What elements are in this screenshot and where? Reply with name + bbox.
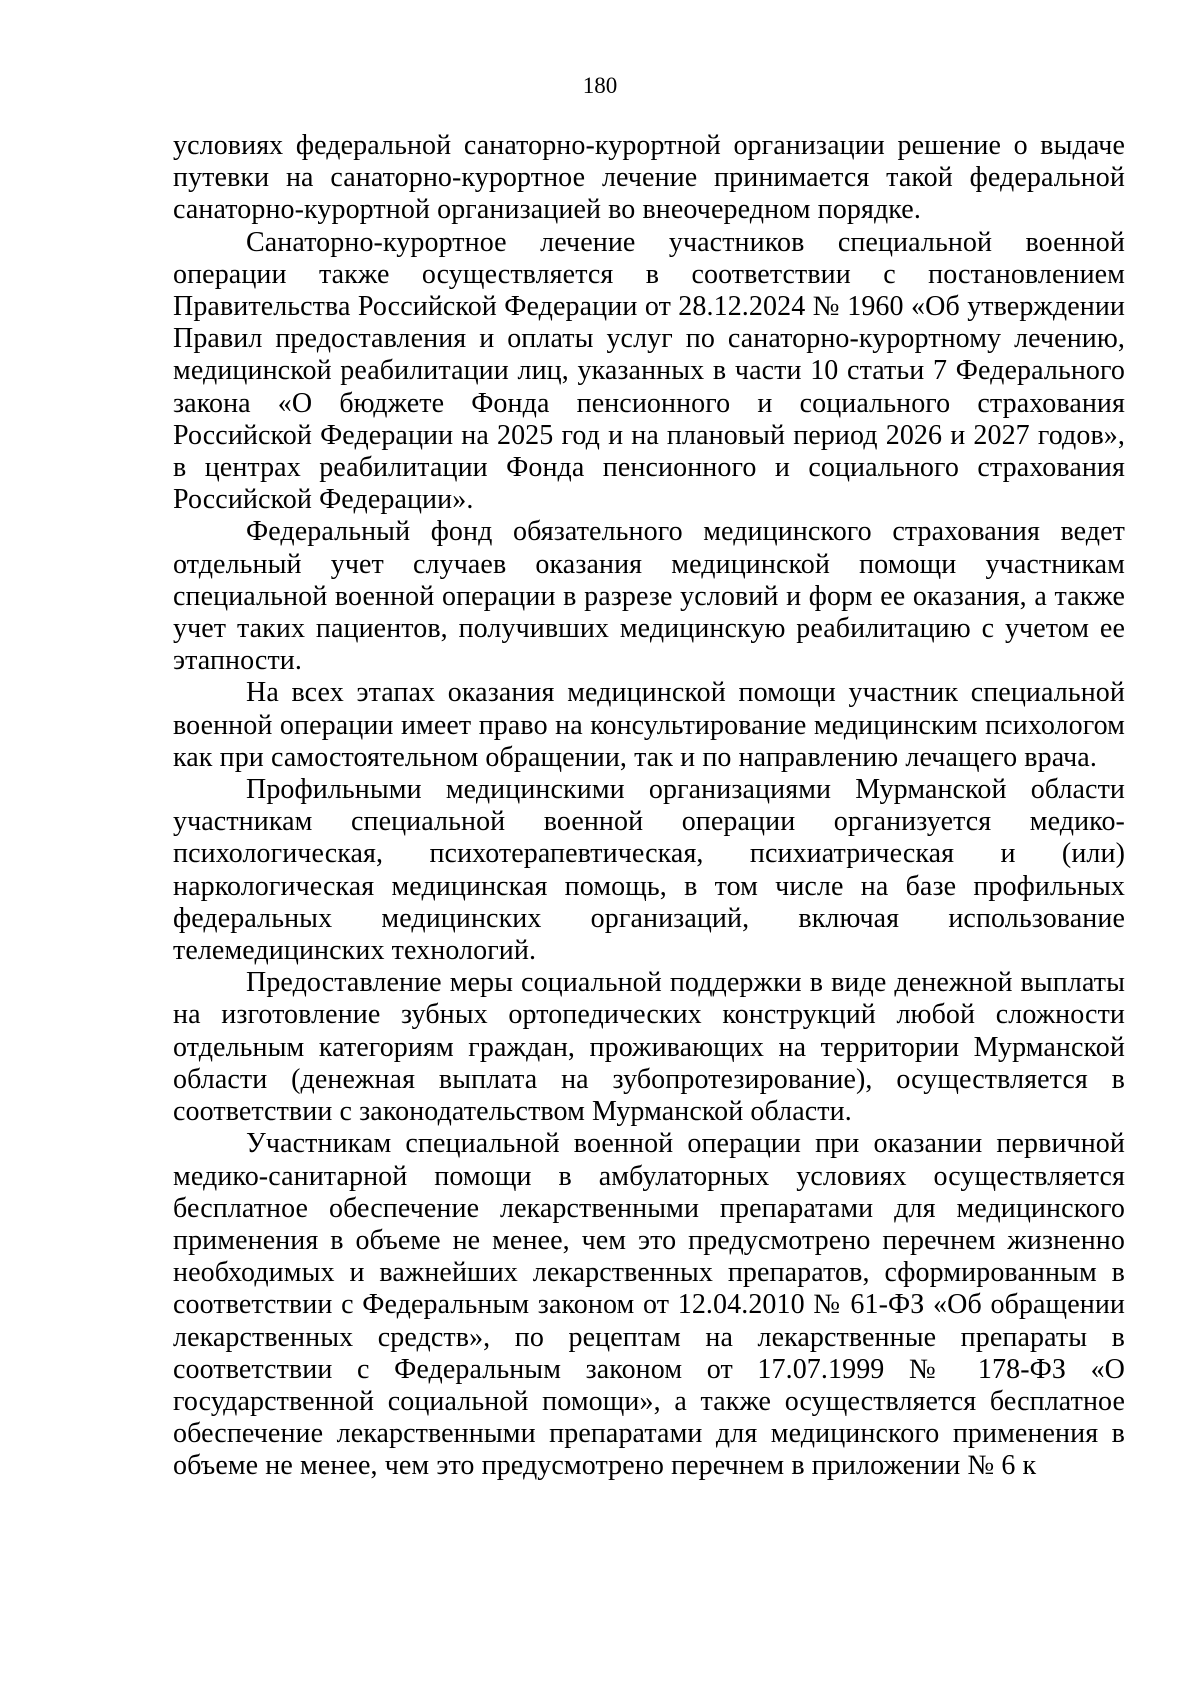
paragraph-psychologist-consultation: На всех этапах оказания медицинской помощи участник специальной военной операции имеет право на консультирование медицинским психологом как при самостоятельном обращении, так и по направлению лечащего врача. <box>173 677 1125 773</box>
paragraph-sanatorium-treatment: Санаторно-курортное лечение участников специальной военной операции также осуществляется в соответствии с постановлением Правительства Российской Федерации от 28.12.2024 № 1960 «Об утверждении Правил предоставления и оплаты услуг по санаторно-курортному лечению, медицинской реабилитации лиц, указанных в части 10 статьи 7 Федерального закона «О бюджете Фонда пенсионного и социального страхования Российской Федерации на 2025 год и на плановый период 2026 и 2027 годов», в центрах реабилитации Фонда пенсионного и социального страхования Российской Федерации». <box>173 226 1125 516</box>
paragraph-drug-provision: Участникам специальной военной операции при оказании первичной медико-санитарной помощи в амбулаторных условиях осуществляется бесплатное обеспечение лекарственными препаратами для медицинского применения в объеме не менее, чем это предусмотрено перечнем жизненно необходимых и важнейших лекарственных препаратов, сформированным в соответствии с Федеральным законом от 12.04.2010 № 61-ФЗ «Об обращении лекарственных средств», по рецептам на лекарственные препараты в соответствии с Федеральным законом от 17.07.1999 № 178-ФЗ «О государственной социальной помощи», а также осуществляется бесплатное обеспечение лекарственными препаратами для медицинского применения в объеме не менее, чем это предусмотрено перечнем в приложении № 6 к <box>173 1128 1125 1482</box>
paragraph-dental-prosthetics: Предоставление меры социальной поддержки в виде денежной выплаты на изготовление зубных ортопедических конструкций любой сложности отдельным категориям граждан, проживающих на территории Мурманской области (денежная выплата на зубопротезирование), осуществляется в соответствии с законодательством Мурманской области. <box>173 967 1125 1128</box>
page-number: 180 <box>582 73 618 98</box>
paragraph-mental-health-care: Профильными медицинскими организациями Мурманской области участникам специальной военной операции организуется медико-психологическая, психотерапевтическая, психиатрическая и (или) наркологическая медицинская помощь, в том числе на базе профильных федеральных медицинских организаций, включая использование телемедицинских технологий. <box>173 774 1125 967</box>
paragraph-continued: условиях федеральной санаторно-курортной организации решение о выдаче путевки на санаторно-курортное лечение принимается такой федеральной санаторно-курортной организацией во внеочередном порядке. <box>173 130 1125 226</box>
paragraph-ffoms-accounting: Федеральный фонд обязательного медицинского страхования ведет отдельный учет случаев оказания медицинской помощи участникам специальной военной операции в разрезе условий и форм ее оказания, а также учет таких пациентов, получивших медицинскую реабилитацию с учетом ее этапности. <box>173 516 1125 677</box>
document-body <box>173 130 1125 1483</box>
